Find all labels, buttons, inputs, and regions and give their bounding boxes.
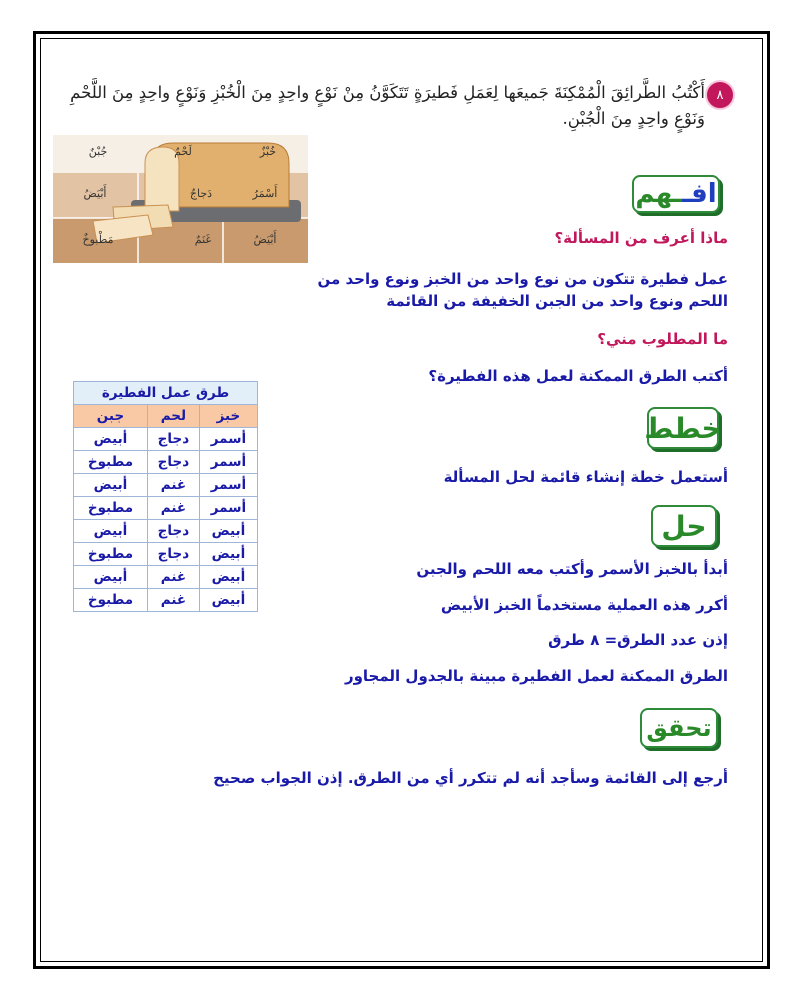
illus-r1-cheese: أَبْيَضُ (83, 187, 107, 200)
table-cell: مطبوخ (74, 451, 148, 474)
illus-r1-bread: أَسْمَرُ (252, 187, 278, 200)
solve-badge: حل (651, 505, 717, 547)
table-cell: أسمر (199, 474, 257, 497)
table-row (74, 474, 258, 497)
table-row (74, 589, 258, 612)
plan-badge: خطط (647, 407, 719, 449)
table-row (74, 428, 258, 451)
table-cell: أبيض (199, 589, 257, 612)
table-cell: أسمر (199, 428, 257, 451)
bread-illustration (53, 135, 308, 263)
understand-question-1: ماذا أعرف من المسألة؟ (554, 229, 728, 247)
table-cell: أبيض (74, 520, 148, 543)
solve-line-2: أكرر هذه العملية مستخدماً الخبز الأبيض (440, 596, 728, 614)
illus-r2-bread: أَبْيَضُ (253, 233, 277, 246)
table-cell: مطبوخ (74, 589, 148, 612)
plan-text: أستعمل خطة إنشاء قائمة لحل المسألة (443, 468, 728, 486)
solve-line-4: الطرق الممكنة لعمل الفطيرة مبينة بالجدول المجاور (344, 667, 728, 685)
table-row (74, 520, 258, 543)
solve-line-1: أبدأ بالخبز الأسمر وأكتب معه اللحم والجبن (416, 560, 728, 578)
table-cell: غنم (147, 566, 199, 589)
pie-ways-table (73, 381, 258, 612)
table-cell: أسمر (199, 497, 257, 520)
table-header-cheese: جبن (74, 405, 148, 428)
illus-header-meat: لَحْمٌ (174, 145, 192, 158)
question-text: أَكْتُبُ الطَّرائِقَ الْمُمْكِنَةَ جَميعَها لِعَمَلِ فَطيرَةٍ تَتَكَوَّنُ مِنْ نَوْعٍ واحِدٍ مِنَ الْخُبْزِ وَنَوْعٍ واحِدٍ مِنَ اللَّحْمِ وَنَوْعٍ واحِدٍ مِنَ الْجُبْنِ. (70, 83, 705, 128)
table-cell: دجاج (147, 451, 199, 474)
solve-line-3: إذن عدد الطرق= ٨ طرق (548, 631, 728, 649)
table-cell: أبيض (74, 428, 148, 451)
question-number: ٨ (716, 87, 724, 103)
understand-answer-2: أكتب الطرق الممكنة لعمل هذه الفطيرة؟ (428, 367, 728, 385)
table-header-meat: لحم (147, 405, 199, 428)
illus-r2-cheese: مَطْبوخٌ (82, 233, 114, 246)
illus-header-cheese: جُبْنٌ (88, 145, 108, 158)
table-cell: دجاج (147, 428, 199, 451)
table-cell: أبيض (199, 543, 257, 566)
understand-question-2: ما المطلوب مني؟ (597, 330, 728, 348)
illus-r1-meat: دَجاجٌ (189, 187, 213, 200)
illus-header-bread: خُبْزٌ (259, 145, 277, 158)
table-cell: غنم (147, 474, 199, 497)
check-text: أرجع إلى القائمة وسأجد أنه لم تتكرر أي من الطرق. إذن الجواب صحيح (213, 769, 728, 787)
table-cell: مطبوخ (74, 497, 148, 520)
table-cell: أبيض (74, 566, 148, 589)
understand-badge-part-b: ـهم (635, 179, 682, 209)
table-cell: أبيض (199, 566, 257, 589)
check-badge: تحقق (640, 708, 718, 748)
table-cell: أبيض (74, 474, 148, 497)
illus-r2-meat: غَنَمٌ (194, 233, 212, 246)
table-row (74, 497, 258, 520)
table-cell: غنم (147, 589, 199, 612)
table-cell: دجاج (147, 543, 199, 566)
table-cell: أسمر (199, 451, 257, 474)
table-cell: غنم (147, 497, 199, 520)
understand-answer-1-line-1: عمل فطيرة تتكون من نوع واحد من الخبز ونوع واحد من (317, 270, 728, 288)
bread-grid-image (53, 135, 308, 263)
question-number-badge (705, 80, 735, 110)
table-cell: مطبوخ (74, 543, 148, 566)
understand-answer-1-line-2: اللحم ونوع واحد من الجبن الخفيفة من القائمة (386, 292, 728, 310)
table-caption: طرق عمل الفطيرة (74, 382, 258, 405)
understand-badge-part-a: افـ (681, 179, 717, 209)
table-cell: دجاج (147, 520, 199, 543)
table-header-bread: خبز (199, 405, 257, 428)
table-cell: أبيض (199, 520, 257, 543)
table-row (74, 451, 258, 474)
understand-badge (632, 175, 720, 213)
table-row (74, 543, 258, 566)
table-row (74, 566, 258, 589)
